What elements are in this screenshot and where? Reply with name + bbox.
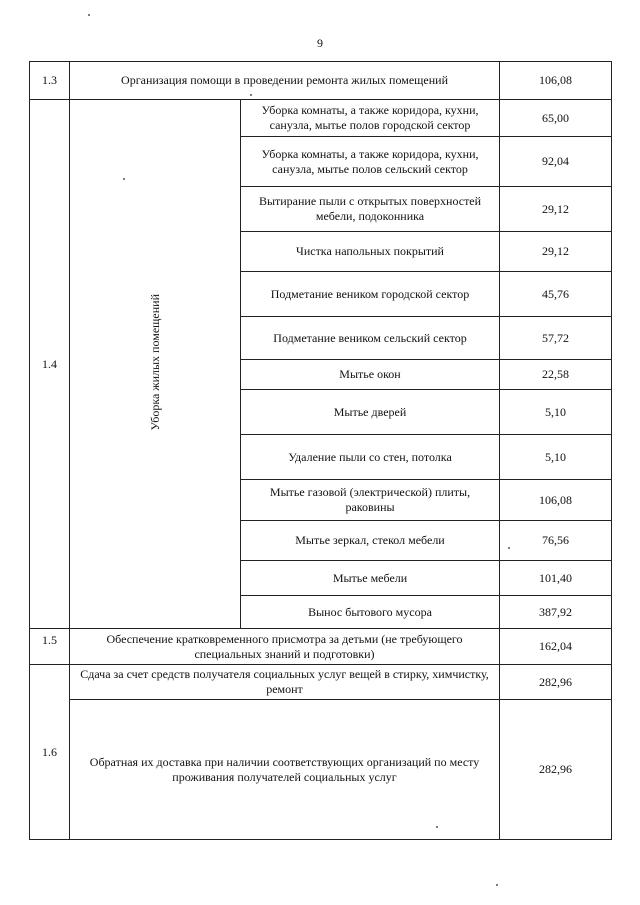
table-row (30, 665, 612, 700)
scan-speck (88, 14, 90, 16)
service-name: Уборка комнаты, а также коридора, кухни, санузла, мытье полов сельский сектор (241, 137, 500, 187)
scan-speck (496, 884, 498, 886)
price: 45,76 (500, 272, 612, 317)
row-number: 1.6 (30, 665, 70, 840)
price: 29,12 (500, 187, 612, 232)
price: 76,56 (500, 521, 612, 561)
price: 282,96 (500, 665, 612, 700)
price: 5,10 (500, 390, 612, 435)
service-name: Вынос бытового мусора (241, 596, 500, 629)
group-label: Уборка жилых помещений (147, 293, 162, 431)
service-name: Мытье мебели (241, 561, 500, 596)
service-name: Мытье зеркал, стекол мебели (241, 521, 500, 561)
service-name: Уборка комнаты, а также коридора, кухни, санузла, мытье полов городской сектор (241, 100, 500, 137)
service-name: Мытье газовой (электрической) плиты, раковины (241, 480, 500, 521)
group-label-cell (70, 100, 241, 629)
service-name: Удаление пыли со стен, потолка (241, 435, 500, 480)
service-name: Обеспечение кратковременного присмотра за детьми (не требующего специальных знаний и подготовки) (70, 629, 500, 665)
price: 57,72 (500, 317, 612, 360)
price: 22,58 (500, 360, 612, 390)
price: 101,40 (500, 561, 612, 596)
service-name: Сдача за счет средств получателя социальных услуг вещей в стирку, химчистку, ремонт (70, 665, 500, 700)
service-name: Чистка напольных покрытий (241, 232, 500, 272)
service-name: Подметание веником городской сектор (241, 272, 500, 317)
row-number: 1.3 (30, 62, 70, 100)
scan-speck (250, 94, 252, 96)
row-number: 1.4 (30, 100, 70, 629)
row-number: 1.5 (30, 629, 70, 665)
page-number: 9 (317, 36, 323, 50)
table-row (30, 62, 612, 100)
scan-speck (123, 178, 125, 180)
table-row (30, 629, 612, 665)
services-table (29, 61, 612, 840)
scan-speck (508, 547, 510, 549)
price: 162,04 (500, 629, 612, 665)
price: 282,96 (500, 700, 612, 840)
service-name: Мытье окон (241, 360, 500, 390)
service-name: Мытье дверей (241, 390, 500, 435)
scan-speck (436, 826, 438, 828)
price: 29,12 (500, 232, 612, 272)
price: 106,08 (500, 480, 612, 521)
price: 387,92 (500, 596, 612, 629)
table-row (30, 700, 612, 840)
price: 92,04 (500, 137, 612, 187)
price: 5,10 (500, 435, 612, 480)
service-name: Организация помощи в проведении ремонта жилых помещений (70, 62, 500, 100)
service-name: Подметание веником сельский сектор (241, 317, 500, 360)
price: 65,00 (500, 100, 612, 137)
service-name: Обратная их доставка при наличии соответствующих организаций по месту проживания получателей социальных услуг (70, 700, 500, 840)
service-name: Вытирание пыли с открытых поверхностей мебели, подоконника (241, 187, 500, 232)
price: 106,08 (500, 62, 612, 100)
table-row (30, 100, 612, 137)
